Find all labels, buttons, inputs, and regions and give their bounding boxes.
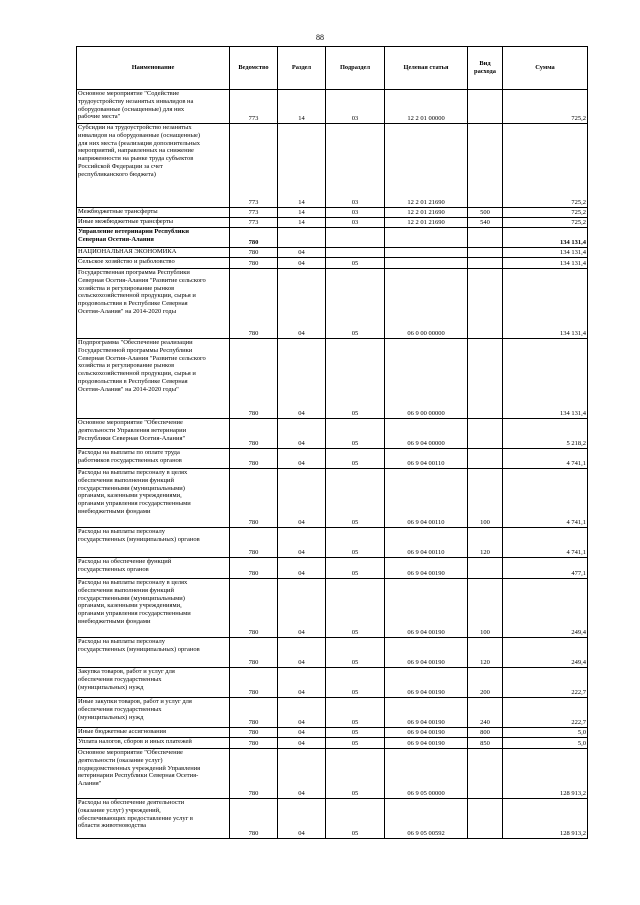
row-name: Государственная программа Республики Северная Осетия-Алания "Развитие сельского хозяйства и регулирование рынков сельскохозяйственной продукции, сырья и продовольствия в Республике Северная Осетия-Алания" на 2014-2020 годы	[77, 269, 230, 339]
table-row	[77, 248, 588, 258]
row-vedomstvo: 780	[230, 258, 278, 269]
table-row	[77, 218, 588, 228]
table-row	[77, 638, 588, 668]
row-razdel: 14	[278, 208, 326, 218]
row-sum: 222,7	[503, 668, 588, 698]
row-vedomstvo: 780	[230, 449, 278, 469]
row-expense-type	[468, 258, 503, 269]
row-razdel: 04	[278, 668, 326, 698]
row-razdel: 04	[278, 728, 326, 738]
row-target-article: 06 9 04 00110	[385, 469, 468, 528]
row-sum: 134 131,4	[503, 248, 588, 258]
row-razdel: 14	[278, 90, 326, 124]
row-name: Основное мероприятие "Обеспечение деятельности Управления ветеринарии Республики Северная Осетия-Алания"	[77, 419, 230, 449]
row-podrazdel: 05	[326, 269, 385, 339]
row-vedomstvo: 780	[230, 248, 278, 258]
row-expense-type: 800	[468, 728, 503, 738]
col-header-podrazdel: Подраздел	[326, 47, 385, 90]
row-sum: 4 741,1	[503, 528, 588, 558]
row-expense-type	[468, 269, 503, 339]
row-target-article: 06 9 00 00000	[385, 339, 468, 419]
row-expense-type	[468, 558, 503, 579]
row-sum: 4 741,1	[503, 469, 588, 528]
row-target-article: 06 9 04 00190	[385, 698, 468, 728]
row-expense-type	[468, 124, 503, 208]
row-expense-type: 100	[468, 579, 503, 638]
row-podrazdel: 05	[326, 799, 385, 839]
row-sum: 725,2	[503, 124, 588, 208]
row-target-article: 06 9 05 00000	[385, 749, 468, 799]
row-podrazdel: 05	[326, 579, 385, 638]
row-vedomstvo: 780	[230, 558, 278, 579]
row-podrazdel: 05	[326, 339, 385, 419]
row-target-article: 06 9 04 00110	[385, 449, 468, 469]
row-razdel: 04	[278, 419, 326, 449]
row-vedomstvo: 780	[230, 698, 278, 728]
row-expense-type: 120	[468, 638, 503, 668]
row-name: Подпрограмма "Обеспечение реализации Государственной программы Республики Северная Осетия-Алания "Развитие сельского хозяйства и регулирование рынков сельскохозяйственной продукции, сырья и продовольствия в Республике Северная Осетия-Алания" на 2014-2020 годы"	[77, 339, 230, 419]
row-sum: 725,2	[503, 208, 588, 218]
row-expense-type	[468, 339, 503, 419]
row-expense-type	[468, 799, 503, 839]
row-target-article: 06 9 04 00000	[385, 419, 468, 449]
row-podrazdel: 05	[326, 558, 385, 579]
col-header-razdel: Раздел	[278, 47, 326, 90]
table-row	[77, 558, 588, 579]
row-razdel: 04	[278, 528, 326, 558]
row-target-article: 12 2 01 21690	[385, 124, 468, 208]
row-name: Закупка товаров, работ и услуг для обеспечения государственных (муниципальных) нужд	[77, 668, 230, 698]
table-row	[77, 698, 588, 728]
row-sum: 128 913,2	[503, 749, 588, 799]
row-podrazdel: 05	[326, 258, 385, 269]
row-expense-type	[468, 449, 503, 469]
row-sum: 725,2	[503, 90, 588, 124]
row-vedomstvo: 780	[230, 269, 278, 339]
row-name: Межбюджетные трансферты	[77, 208, 230, 218]
row-target-article: 12 2 01 21690	[385, 208, 468, 218]
row-name: Сельское хозяйство и рыболовство	[77, 258, 230, 269]
row-target-article: 12 2 01 21690	[385, 218, 468, 228]
row-name: Иные бюджетные ассигнования	[77, 728, 230, 738]
row-podrazdel: 05	[326, 528, 385, 558]
row-target-article	[385, 258, 468, 269]
table-row	[77, 579, 588, 638]
table-row	[77, 749, 588, 799]
row-vedomstvo: 780	[230, 728, 278, 738]
row-target-article: 06 0 00 00000	[385, 269, 468, 339]
table-row	[77, 728, 588, 738]
row-expense-type: 120	[468, 528, 503, 558]
table-header-row	[77, 47, 588, 90]
row-razdel: 04	[278, 698, 326, 728]
row-sum: 249,4	[503, 638, 588, 668]
row-podrazdel	[326, 248, 385, 258]
row-razdel: 04	[278, 258, 326, 269]
col-header-expense-type: Вид расхода	[468, 47, 503, 90]
row-expense-type: 240	[468, 698, 503, 728]
row-vedomstvo: 773	[230, 218, 278, 228]
row-name: Иные закупки товаров, работ и услуг для обеспечения государственных (муниципальных) нужд	[77, 698, 230, 728]
row-name: Основное мероприятие "Содействие трудоустройству незанятых инвалидов на оборудованные (оснащенные) для них рабочие места"	[77, 90, 230, 124]
row-expense-type	[468, 228, 503, 248]
row-vedomstvo: 773	[230, 208, 278, 218]
row-sum: 5,0	[503, 738, 588, 749]
row-vedomstvo: 780	[230, 469, 278, 528]
row-target-article: 06 9 04 00110	[385, 528, 468, 558]
row-target-article: 06 9 04 00190	[385, 579, 468, 638]
table-row	[77, 528, 588, 558]
row-podrazdel: 03	[326, 208, 385, 218]
row-razdel: 04	[278, 738, 326, 749]
row-vedomstvo: 780	[230, 419, 278, 449]
page-number: 88	[316, 33, 324, 42]
row-vedomstvo: 780	[230, 528, 278, 558]
row-name: Расходы на выплаты персоналу государственных (муниципальных) органов	[77, 528, 230, 558]
row-podrazdel: 05	[326, 449, 385, 469]
row-podrazdel: 05	[326, 738, 385, 749]
row-target-article: 06 9 04 00190	[385, 558, 468, 579]
row-name: Расходы на выплаты персоналу государственных (муниципальных) органов	[77, 638, 230, 668]
row-sum: 5 218,2	[503, 419, 588, 449]
row-vedomstvo: 780	[230, 799, 278, 839]
row-razdel: 14	[278, 218, 326, 228]
col-header-target-article: Целевая статья	[385, 47, 468, 90]
col-header-sum: Сумма	[503, 47, 588, 90]
row-podrazdel: 05	[326, 638, 385, 668]
row-expense-type: 100	[468, 469, 503, 528]
col-header-vedomstvo: Ведомство	[230, 47, 278, 90]
row-sum: 222,7	[503, 698, 588, 728]
row-name: Расходы на обеспечение деятельности (оказание услуг) учреждений, обеспечивающих предоставление услуг в области животноводства	[77, 799, 230, 839]
table-row	[77, 738, 588, 749]
row-vedomstvo: 773	[230, 124, 278, 208]
table-row	[77, 208, 588, 218]
row-podrazdel: 05	[326, 469, 385, 528]
row-podrazdel: 05	[326, 749, 385, 799]
table-row	[77, 419, 588, 449]
row-expense-type: 540	[468, 218, 503, 228]
row-sum: 4 741,1	[503, 449, 588, 469]
row-razdel: 04	[278, 248, 326, 258]
row-expense-type	[468, 90, 503, 124]
row-vedomstvo: 780	[230, 228, 278, 248]
budget-table	[76, 46, 588, 839]
table-row	[77, 258, 588, 269]
row-razdel: 04	[278, 558, 326, 579]
row-razdel: 04	[278, 449, 326, 469]
table-row	[77, 269, 588, 339]
row-podrazdel: 05	[326, 728, 385, 738]
row-target-article: 06 9 04 00190	[385, 738, 468, 749]
row-target-article	[385, 248, 468, 258]
row-name: Иные межбюджетные трансферты	[77, 218, 230, 228]
row-podrazdel: 05	[326, 668, 385, 698]
row-podrazdel: 03	[326, 90, 385, 124]
row-podrazdel	[326, 228, 385, 248]
table-row	[77, 90, 588, 124]
row-target-article	[385, 228, 468, 248]
table-row	[77, 469, 588, 528]
row-sum: 477,1	[503, 558, 588, 579]
row-razdel: 04	[278, 339, 326, 419]
row-podrazdel: 05	[326, 419, 385, 449]
row-target-article: 06 9 05 00592	[385, 799, 468, 839]
row-razdel: 04	[278, 579, 326, 638]
row-name: Расходы на выплаты персоналу в целях обеспечения выполнения функций государственными (муниципальными) органами, казенными учреждениями, органами управления государственными внебюджетными фондами	[77, 579, 230, 638]
row-target-article: 06 9 04 00190	[385, 638, 468, 668]
row-razdel: 04	[278, 269, 326, 339]
row-name: Субсидии на трудоустройство незанятых инвалидов на оборудованные (оснащенные) для них места (реализация дополнительных мероприятий, направленных на снижение напряженности на рынке труда субъектов Российской Федерации за счет республиканского бюджета)	[77, 124, 230, 208]
row-razdel	[278, 228, 326, 248]
row-sum: 249,4	[503, 579, 588, 638]
row-razdel: 04	[278, 799, 326, 839]
row-sum: 128 913,2	[503, 799, 588, 839]
row-razdel: 14	[278, 124, 326, 208]
row-sum: 134 131,4	[503, 228, 588, 248]
row-expense-type	[468, 749, 503, 799]
row-podrazdel: 03	[326, 218, 385, 228]
row-name: Уплата налогов, сборов и иных платежей	[77, 738, 230, 749]
table-row	[77, 449, 588, 469]
row-vedomstvo: 780	[230, 668, 278, 698]
row-target-article: 06 9 04 00190	[385, 728, 468, 738]
row-vedomstvo: 780	[230, 749, 278, 799]
row-sum: 134 131,4	[503, 339, 588, 419]
row-name: Расходы на выплаты по оплате труда работников государственных органов	[77, 449, 230, 469]
row-sum: 134 131,4	[503, 269, 588, 339]
row-razdel: 04	[278, 749, 326, 799]
row-name: НАЦИОНАЛЬНАЯ ЭКОНОМИКА	[77, 248, 230, 258]
row-razdel: 04	[278, 638, 326, 668]
table-row	[77, 339, 588, 419]
row-target-article: 12 2 01 00000	[385, 90, 468, 124]
row-vedomstvo: 780	[230, 339, 278, 419]
row-vedomstvo: 773	[230, 90, 278, 124]
row-podrazdel: 03	[326, 124, 385, 208]
row-razdel: 04	[278, 469, 326, 528]
row-vedomstvo: 780	[230, 738, 278, 749]
table-row	[77, 799, 588, 839]
row-name: Расходы на выплаты персоналу в целях обеспечения выполнения функций государственными (муниципальными) органами, казенными учреждениями, органами управления государственными внебюджетными фондами	[77, 469, 230, 528]
col-header-name: Наименование	[77, 47, 230, 90]
row-name: Управление ветеринарии Республики Северная Осетия-Алания	[77, 228, 230, 248]
row-expense-type: 200	[468, 668, 503, 698]
row-expense-type: 500	[468, 208, 503, 218]
row-podrazdel: 05	[326, 698, 385, 728]
row-vedomstvo: 780	[230, 579, 278, 638]
row-sum: 134 131,4	[503, 258, 588, 269]
row-sum: 5,0	[503, 728, 588, 738]
row-name: Основное мероприятие "Обеспечение деятельности (оказание услуг) подведомственных учреждений Управления ветеринарии Республики Северная Осетия- Алания"	[77, 749, 230, 799]
row-expense-type	[468, 419, 503, 449]
table-row	[77, 228, 588, 248]
row-expense-type	[468, 248, 503, 258]
row-vedomstvo: 780	[230, 638, 278, 668]
table-row	[77, 668, 588, 698]
row-name: Расходы на обеспечение функций государственных органов	[77, 558, 230, 579]
row-sum: 725,2	[503, 218, 588, 228]
row-expense-type: 850	[468, 738, 503, 749]
row-target-article: 06 9 04 00190	[385, 668, 468, 698]
table-row	[77, 124, 588, 208]
